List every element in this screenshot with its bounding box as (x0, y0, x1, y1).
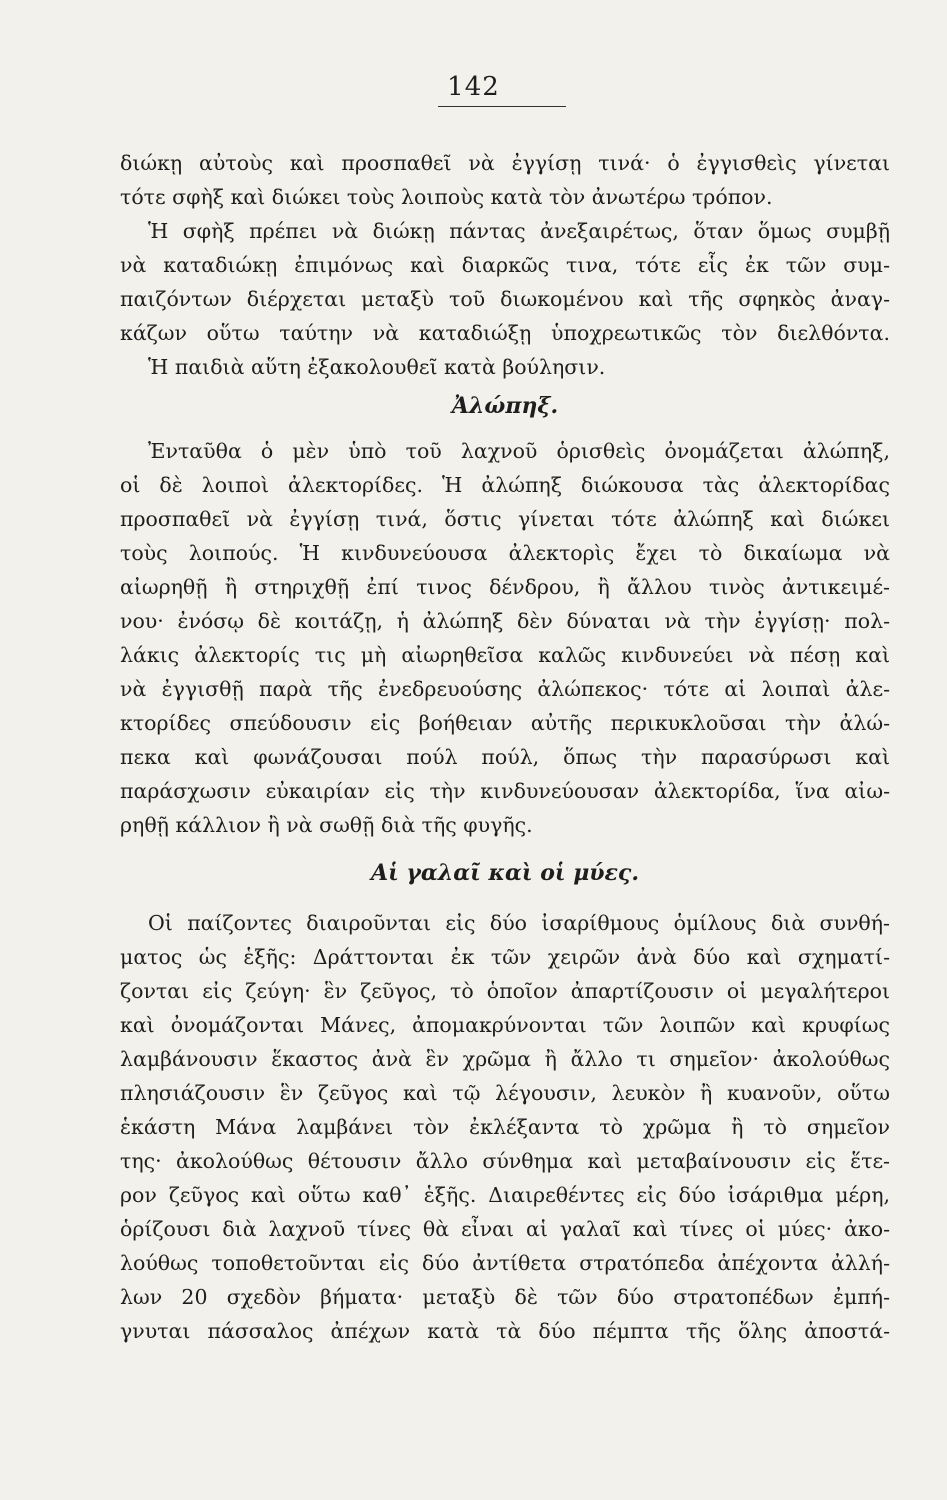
text-line: λάκις ἀλεκτορίς τις μὴ αἰωρηθεῖσα καλῶς κινδυνεύει νὰ πέσῃ καὶ (120, 643, 890, 667)
text-line: λούθως τοποθετοῦνται εἰς δύο ἀντίθετα στρατόπεδα ἀπέχοντα ἀλλή- (120, 1251, 890, 1275)
text-line: παιζόντων διέρχεται μεταξὺ τοῦ διωκομένου καὶ τῆς σφηκὸς ἀναγ- (120, 287, 890, 311)
text-line: τοὺς λοιπούς. Ἡ κινδυνεύουσα ἀλεκτορὶς ἔχει τὸ δικαίωμα νὰ (120, 541, 890, 565)
text-line: νου· ἐνόσῳ δὲ κοιτάζῃ, ἡ ἀλώπηξ δὲν δύναται νὰ τὴν ἐγγίσῃ· πολ- (120, 609, 890, 633)
text-line: καὶ ὀνομάζονται Μάνες, ἀπομακρύνονται τῶν λοιπῶν καὶ κρυφίως (120, 1013, 890, 1037)
text-line: πεκα καὶ φωνάζουσαι πούλ πούλ, ὅπως τὴν παρασύρωσι καὶ (120, 745, 890, 769)
text-line: οἱ δὲ λοιποὶ ἀλεκτορίδες. Ἡ ἀλώπηξ διώκουσα τὰς ἀλεκτορίδας (120, 473, 890, 497)
section-heading-weasels-and-mice: Αἱ γαλαῖ καὶ οἱ μύες. (371, 860, 639, 886)
text-line: γνυται πάσσαλος ἀπέχων κατὰ τὰ δύο πέμπτα τῆς ὅλης ἀποστά- (120, 1319, 890, 1343)
body-text (120, 146, 890, 1348)
text-line: κάζων οὕτω ταύτην νὰ καταδιώξῃ ὑποχρεωτικῶς τὸν διελθόντα. (120, 321, 890, 345)
text-line: διώκῃ αὐτοὺς καὶ προσπαθεῖ νὰ ἐγγίσῃ τινά· ὁ ἐγγισθεὶς γίνεται (120, 151, 890, 175)
text-line: νὰ ἐγγισθῇ παρὰ τῆς ἐνεδρευούσης ἀλώπεκος· τότε αἱ λοιπαὶ ἀλε- (120, 677, 890, 701)
text-line: λων 20 σχεδὸν βήματα· μεταξὺ δὲ τῶν δύο στρατοπέδων ἐμπή- (120, 1285, 890, 1309)
text-line: πλησιάζουσιν ἓν ζεῦγος καὶ τῷ λέγουσιν, λευκὸν ἢ κυανοῦν, οὕτω (120, 1081, 890, 1105)
text-line: Οἱ παίζοντες διαιροῦνται εἰς δύο ἰσαρίθμους ὁμίλους διὰ συνθή- (148, 911, 890, 935)
text-line: ζονται εἰς ζεύγη· ἓν ζεῦγος, τὸ ὁποῖον ἀπαρτίζουσιν οἱ μεγαλήτεροι (120, 979, 890, 1003)
text-line: κτορίδες σπεύδουσιν εἰς βοήθειαν αὐτῆς περικυκλοῦσαι τὴν ἀλώ- (120, 711, 890, 735)
page-number: 142 (447, 72, 500, 102)
text-line: λαμβάνουσιν ἕκαστος ἀνὰ ἓν χρῶμα ἢ ἄλλο τι σημεῖον· ἀκολούθως (120, 1047, 890, 1071)
text-line: Ἐνταῦθα ὁ μὲν ὑπὸ τοῦ λαχνοῦ ὁρισθεὶς ὀνομάζεται ἀλώπηξ, (148, 439, 890, 463)
text-line: προσπαθεῖ νὰ ἐγγίσῃ τινά, ὅστις γίνεται τότε ἀλώπηξ καὶ διώκει (120, 507, 890, 531)
text-line: ἑκάστη Μάνα λαμβάνει τὸν ἐκλέξαντα τὸ χρῶμα ἢ τὸ σημεῖον (120, 1115, 890, 1139)
section-heading-fox: Ἀλώπηξ. (451, 393, 559, 419)
text-line: νὰ καταδιώκῃ ἐπιμόνως καὶ διαρκῶς τινα, τότε εἷς ἐκ τῶν συμ- (120, 253, 890, 277)
text-line: της· ἀκολούθως θέτουσιν ἄλλο σύνθημα καὶ μεταβαίνουσιν εἰς ἕτε- (120, 1149, 890, 1173)
text-line: ματος ὡς ἑξῆς: Δράττονται ἐκ τῶν χειρῶν ἀνὰ δύο καὶ σχηματί- (120, 945, 890, 969)
text-line: παράσχωσιν εὐκαιρίαν εἰς τὴν κινδυνεύουσαν ἀλεκτορίδα, ἵνα αἰω- (120, 779, 890, 803)
text-line: ρηθῇ κάλλιον ἢ νὰ σωθῇ διὰ τῆς φυγῆς. (120, 813, 533, 837)
text-line: Ἡ παιδιὰ αὕτη ἐξακολουθεῖ κατὰ βούλησιν. (148, 355, 606, 379)
text-line: Ἡ σφὴξ πρέπει νὰ διώκῃ πάντας ἀνεξαιρέτως, ὅταν ὅμως συμβῇ (148, 219, 890, 243)
text-line: τότε σφὴξ καὶ διώκει τοὺς λοιποὺς κατὰ τὸν ἀνωτέρω τρόπον. (120, 185, 773, 209)
text-line: αἰωρηθῇ ἢ στηριχθῇ ἐπί τινος δένδρου, ἢ ἄλλου τινὸς ἀντικειμέ- (120, 575, 890, 599)
header-rule (438, 106, 566, 107)
text-line: ρον ζεῦγος καὶ οὕτω καθ᾽ ἑξῆς. Διαιρεθέντες εἰς δύο ἰσάριθμα μέρη, (120, 1183, 890, 1207)
text-line: ὁρίζουσι διὰ λαχνοῦ τίνες θὰ εἶναι αἱ γαλαῖ καὶ τίνες οἱ μύες· ἀκο- (120, 1217, 890, 1241)
